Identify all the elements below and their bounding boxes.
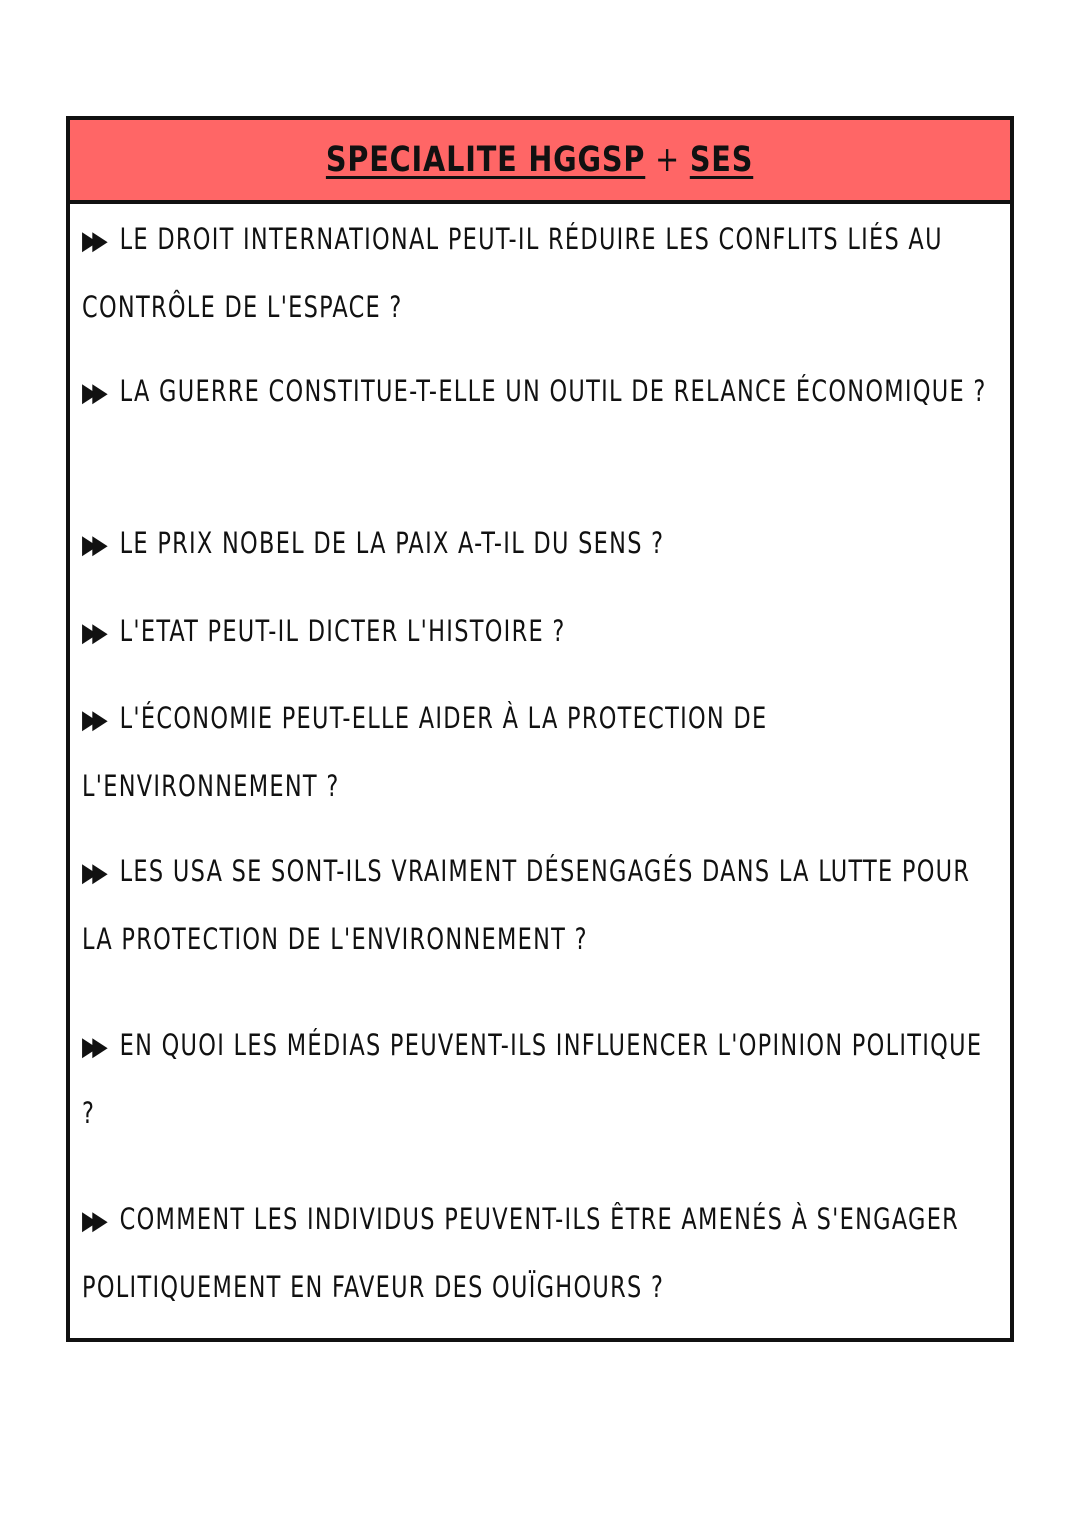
double-arrow-icon: ▶▶ <box>82 858 103 888</box>
question-text: L'ÉCONOMIE PEUT-ELLE AIDER À LA PROTECTION DE L'ENVIRONNEMENT ? <box>82 701 768 803</box>
question-text: LE PRIX NOBEL DE LA PAIX A-T-IL DU SENS ? <box>119 526 665 560</box>
question-text: LE DROIT INTERNATIONAL PEUT-IL RÉDUIRE LES CONFLITS LIÉS AU CONTRÔLE DE L'ESPACE ? <box>82 222 943 324</box>
title-main: SPECIALITE HGGSP <box>326 140 646 180</box>
question-text: LA GUERRE CONSTITUE-T-ELLE UN OUTIL DE RELANCE ÉCONOMIQUE ? <box>119 374 987 408</box>
card-header <box>70 120 1010 204</box>
question-item <box>82 206 1002 340</box>
question-item <box>82 685 1002 819</box>
question-text: LES USA SE SONT-ILS VRAIMENT DÉSENGAGÉS DANS LA LUTTE POUR LA PROTECTION DE L'ENVIRONNEMENT ? <box>82 854 971 956</box>
question-item <box>82 510 1002 578</box>
title-second: SES <box>690 140 754 180</box>
question-text: L'ETAT PEUT-IL DICTER L'HISTOIRE ? <box>119 614 566 648</box>
double-arrow-icon: ▶▶ <box>82 1032 103 1062</box>
question-item <box>82 1012 1002 1146</box>
subject-card <box>66 116 1014 1342</box>
double-arrow-icon: ▶▶ <box>82 226 103 256</box>
question-item <box>82 1186 1002 1320</box>
double-arrow-icon: ▶▶ <box>82 618 103 648</box>
double-arrow-icon: ▶▶ <box>82 1206 103 1236</box>
double-arrow-icon: ▶▶ <box>82 530 103 560</box>
question-item <box>82 358 1002 426</box>
question-item <box>82 598 1002 666</box>
question-text: EN QUOI LES MÉDIAS PEUVENT-ILS INFLUENCER L'OPINION POLITIQUE ? <box>82 1028 983 1130</box>
question-item <box>82 838 1002 972</box>
question-text: COMMENT LES INDIVIDUS PEUVENT-ILS ÊTRE AMENÉS À S'ENGAGER POLITIQUEMENT EN FAVEUR DES OUÏGHOURS ? <box>82 1202 960 1304</box>
title-plus: + <box>655 140 681 180</box>
double-arrow-icon: ▶▶ <box>82 705 103 735</box>
card-title <box>326 140 753 180</box>
double-arrow-icon: ▶▶ <box>82 378 103 408</box>
